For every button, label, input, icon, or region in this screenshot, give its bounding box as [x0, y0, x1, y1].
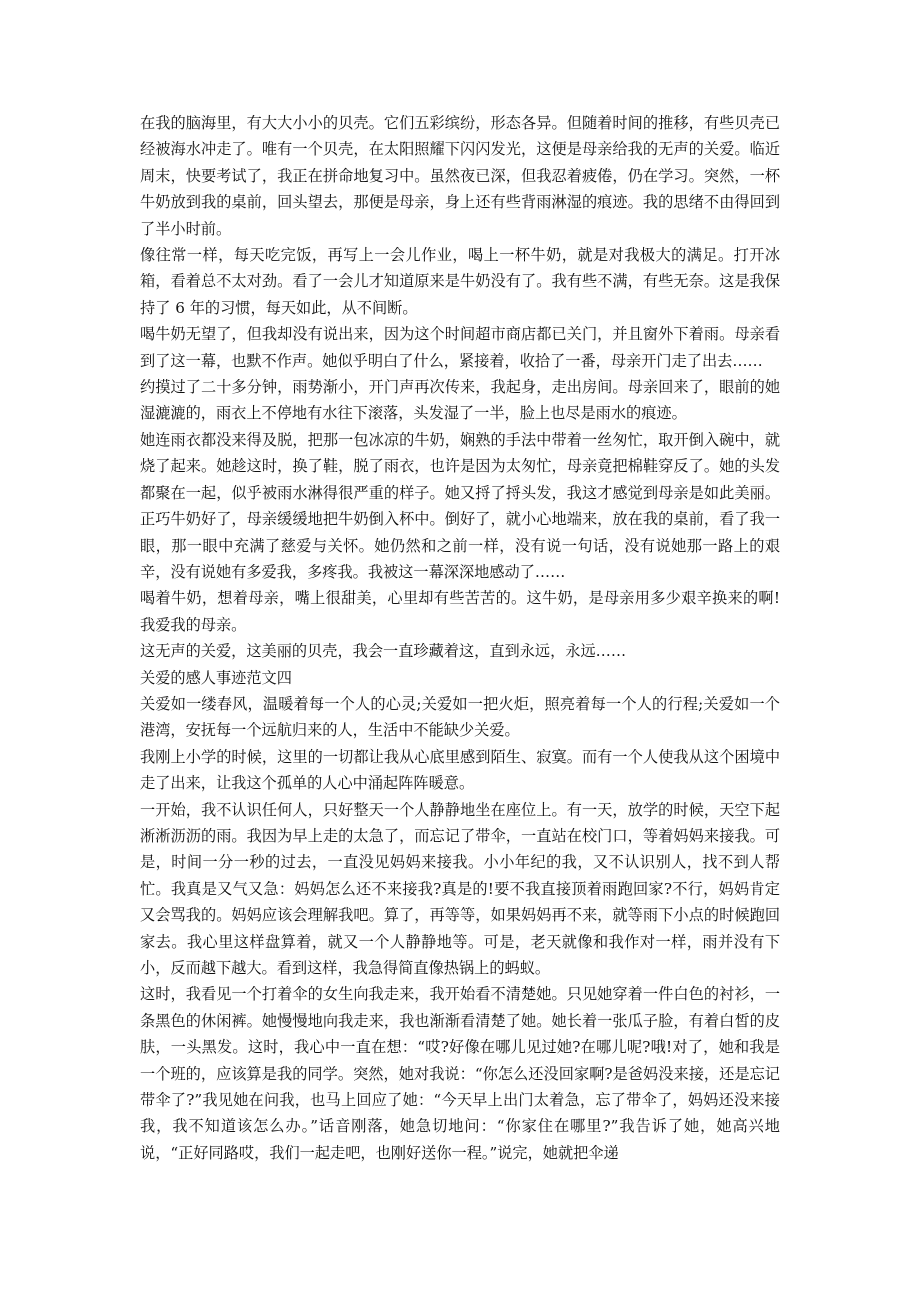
paragraph: 一开始，我不认识任何人，只好整天一个人静静地坐在座位上。有一天，放学的时候，天空下起淅淅沥沥的雨。我因为早上走的太急了，而忘记了带伞，一直站在校门口，等着妈妈来接我。可是，时间一分一秒的过去，一直没见妈妈来接我。小小年纪的我，又不认识别人，找不到人帮忙。我真是又气又急：妈妈怎么还不来接我?真是的!要不我直接顶着雨跑回家?不行，妈妈肯定又会骂我的。妈妈应该会理解我吧。算了，再等等，如果妈妈再不来，就等雨下小点的时候跑回家去。我心里这样盘算着，就又一个人静静地等。可是，老天就像和我作对一样，雨并没有下小，反而越下越大。看到这样，我急得简直像热锅上的蚂蚁。	[140, 800, 780, 977]
document-body	[140, 110, 780, 1166]
paragraph: 喝着牛奶，想着母亲，嘴上很甜美，心里却有些苦苦的。这牛奶，是母亲用多少艰辛换来的啊!我爱我的母亲。	[140, 589, 780, 634]
paragraph: 我刚上小学的时候，这里的一切都让我从心底里感到陌生、寂寞。而有一个人使我从这个困境中走了出来，让我这个孤单的人心中涌起阵阵暖意。	[140, 747, 780, 793]
section-heading: 关爱的感人事迹范文四	[140, 668, 292, 687]
paragraph: 她连雨衣都没来得及脱，把那一包冰凉的牛奶，娴熟的手法中带着一丝匆忙，取开倒入碗中，就烧了起来。她趁这时，换了鞋，脱了雨衣，也许是因为太匆忙，母亲竟把棉鞋穿反了。她的头发都聚在一起，似乎被雨水淋得很严重的样子。她又捋了捋头发，我这才感觉到母亲是如此美丽。正巧牛奶好了，母亲缓缓地把牛奶倒入杯中。倒好了，就小心地端来，放在我的桌前，看了我一眼，那一眼中充满了慈爱与关怀。她仍然和之前一样，没有说一句话，没有说她那一路上的艰辛，没有说她有多爱我，多疼我。我被这一幕深深地感动了……	[140, 430, 780, 581]
paragraph: 像往常一样，每天吃完饭，再写上一会儿作业，喝上一杯牛奶，就是对我极大的满足。打开冰箱，看着总不太对劲。看了一会儿才知道原来是牛奶没有了。我有些不满，有些无奈。这是我保持了 6 年的习惯，每天如此，从不间断。	[140, 246, 780, 317]
paragraph: 在我的脑海里，有大大小小的贝壳。它们五彩缤纷，形态各异。但随着时间的推移，有些贝壳已经被海水冲走了。唯有一个贝壳，在太阳照耀下闪闪发光，这便是母亲给我的无声的关爱。临近周末，快要考试了，我正在拼命地复习中。虽然夜已深，但我忍着疲倦，仍在学习。突然，一杯牛奶放到我的桌前，回头望去，那便是母亲，身上还有些背雨淋湿的痕迹。我的思绪不由得回到了半小时前。	[140, 114, 780, 238]
paragraph: 这时，我看见一个打着伞的女生向我走来，我开始看不清楚她。只见她穿着一件白色的衬衫，一条黑色的休闲裤。她慢慢地向我走来，我也渐渐看清楚了她。她长着一张瓜子脸，有着白皙的皮肤，一头黑发。这时，我心中一直在想：“哎?好像在哪儿见过她?在哪儿呢?哦!对了，她和我是一个班的，应该算是我的同学。突然，她对我说：“你怎么还没回家啊?是爸妈没来接，还是忘记带伞了?”我见她在问我，也马上回应了她：“今天早上出门太着急，忘了带伞了，妈妈还没来接我，我不知道该怎么办。”话音刚落，她急切地问：“你家住在哪里?”我告诉了她，她高兴地说，“正好同路哎，我们一起走吧，也刚好送你一程。”说完，她就把伞递	[140, 985, 780, 1162]
paragraph: 关爱如一缕春风，温暖着每一个人的心灵;关爱如一把火炬，照亮着每一个人的行程;关爱如一个港湾，安抚每一个远航归来的人，生活中不能缺少关爱。	[140, 694, 780, 740]
paragraph: 这无声的关爱，这美丽的贝壳，我会一直珍藏着这，直到永远，永远……	[140, 642, 626, 661]
paragraph: 约摸过了二十多分钟，雨势渐小，开门声再次传来，我起身，走出房间。母亲回来了，眼前的她湿漉漉的，雨衣上不停地有水往下滚落，头发湿了一半，脸上也尽是雨水的痕迹。	[140, 378, 780, 423]
paragraph: 喝牛奶无望了，但我却没有说出来，因为这个时间超市商店都已关门，并且窗外下着雨。母亲看到了这一幕，也默不作声。她似乎明白了什么，紧接着，收拾了一番，母亲开门走了出去……	[140, 325, 780, 370]
